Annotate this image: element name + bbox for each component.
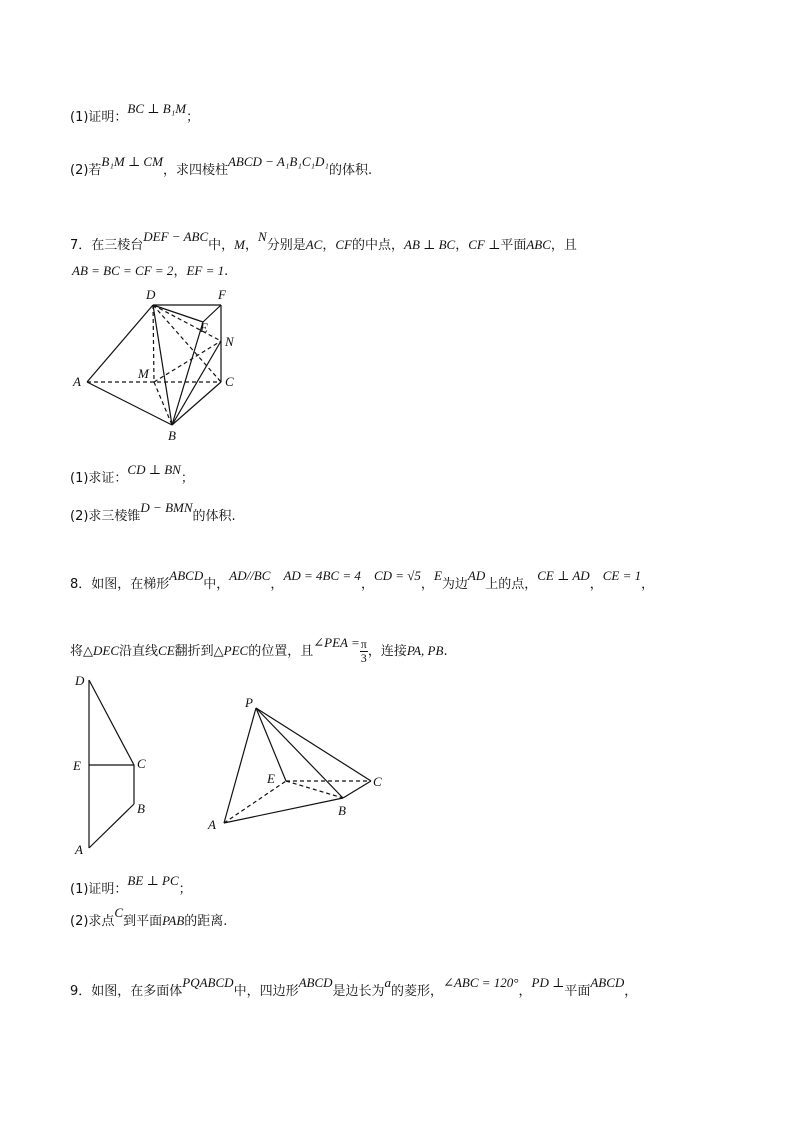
label-M: M (138, 366, 149, 381)
p7-q2: (2)求三棱锥D − BMN的体积. (70, 500, 236, 524)
edge-PA (224, 708, 256, 823)
label-A: A (75, 842, 83, 857)
label-B: B (338, 803, 346, 818)
edge-DE (153, 305, 203, 322)
label-D: D (146, 287, 156, 302)
p7-stem-line1: 7．在三棱台DEF − ABC中，M，N分别是AC，CF的中点，AB ⊥ BC，CF ⊥平面ABC，且 (70, 229, 577, 253)
label-E: E (200, 320, 208, 335)
edge-MB (154, 382, 172, 425)
label-C: C (225, 374, 234, 389)
label-C: C (373, 774, 382, 789)
p7-stem-line2: AB = BC = CF = 2，EF = 1. (72, 263, 229, 279)
label-E: E (267, 771, 275, 786)
edge-BA (89, 804, 134, 848)
p8-stem-line1: 8．如图，在梯形ABCD中，AD//BC，AD = 4BC = 4，CD = √5，E为边AD上的点，CE ⊥ AD，CE = 1， (70, 568, 655, 592)
label-B: B (168, 428, 176, 443)
p8-q1: (1)证明：BE ⊥ PC； (70, 873, 192, 897)
label-E: E (73, 758, 81, 773)
p6-q2: (2)若B₁M ⊥ CM，求四棱柱ABCD − A₁B₁C₁D₁的体积. (70, 154, 373, 178)
label-N: N (225, 334, 234, 349)
p6-q1: (1)证明：BC ⊥ B₁M； (70, 101, 200, 125)
label-C: C (137, 756, 146, 771)
p8-pyramid-figure (200, 690, 400, 835)
label-A: A (208, 817, 216, 832)
edge-DC (89, 680, 134, 765)
edge-BC (172, 382, 221, 425)
edge-EB (172, 322, 203, 425)
p8-trapezoid-figure (70, 670, 160, 860)
edge-BC (343, 781, 371, 798)
p7-frustum-figure (70, 285, 250, 445)
label-P: P (245, 695, 253, 710)
label-B: B (137, 801, 145, 816)
edge-AB (87, 382, 172, 425)
edge-DM (153, 305, 154, 382)
edge-DN (153, 305, 221, 341)
label-F: F (218, 287, 226, 302)
p7-q1: (1)求证：CD ⊥ BN； (70, 462, 194, 486)
p9-stem-line1: 9．如图，在多面体PQABCD中，四边形ABCD是边长为a的菱形，∠ABC = 120°，PD ⊥平面ABCD， (70, 975, 638, 999)
p8-q2: (2)求点C到平面PAB的距离. (70, 905, 228, 929)
label-A: A (73, 374, 81, 389)
p8-stem-line2: 将△DEC沿直线CE翻折到△PEC的位置，且∠PEA = $\frac{\pi}{3}$ ，连接PA, PB. (70, 635, 448, 665)
label-D: D (75, 673, 85, 688)
p6-q1-math: BC ⊥ B₁M (127, 101, 187, 116)
pi-over-3: $\frac{\pi}{3}$ (360, 637, 367, 665)
